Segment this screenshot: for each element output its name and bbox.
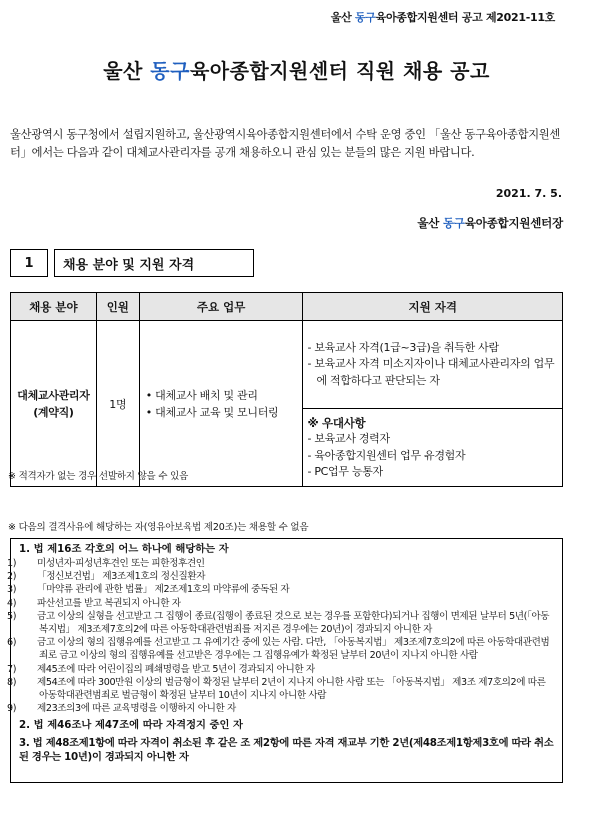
disqualification-item	[7, 610, 554, 636]
header-duties: 주요 업무	[139, 293, 303, 321]
qualifications-cell	[303, 321, 563, 409]
doc-no-prefix: 울산	[330, 11, 355, 24]
disqualification-item	[7, 583, 554, 596]
preferred-cell	[303, 409, 563, 487]
disqualification-list	[7, 557, 554, 715]
doc-no-accent: 동구	[354, 11, 376, 24]
field-type: (계약직)	[33, 405, 74, 419]
note-no-qualified: ※ 적격자가 없는 경우 선발하지 않을 수 있음	[8, 471, 189, 482]
title-accent: 동구	[150, 59, 190, 83]
header-count: 인원	[96, 293, 139, 321]
disqualification-item	[7, 570, 554, 583]
item-text: 제45조에 따라 어린이집의 폐쇄명령을 받고 5년이 경과되지 아니한 자	[37, 663, 315, 675]
header-qualifications: 지원 자격	[303, 293, 563, 321]
preferred-title: ※ 우대사항	[307, 415, 366, 430]
item-text: 금고 이상의 형의 집행유예를 선고받고 그 유예기간 중에 있는 사람. 다만, 「아동복지법」 제3조제7호의2에 따른 아동학대관련범죄로 금고 이상의 형의 집행유예를 선고받은 경우에는 그 집행유예가 확정된 날부터 20년이 지나지 아니한 사람	[37, 637, 550, 662]
preferred-item: - PC업무 능통자	[307, 465, 383, 478]
item-text: 금고 이상의 실형을 선고받고 그 집행이 종료(집행이 종료된 것으로 보는 경우를 포함한다)되거나 집행이 면제된 날부터 5년(「아동복지법」 제3조제7호의2에 따른 아동학대관련범죄를 저지른 경우에는 20년)이 경과되지 아니한 자	[37, 610, 550, 636]
qualification-item: - 보육교사 자격(1급~3급)을 취득한 사람	[307, 340, 499, 354]
signer-prefix: 울산	[417, 216, 443, 230]
item-text: 「정신보건법」 제3조제1호의 정신질환자	[37, 571, 206, 583]
preferred-item: - 보육교사 경력자	[307, 432, 390, 445]
page-title	[0, 55, 593, 84]
disqualification-group-3: 3. 법 제48조제1항에 따라 자격이 취소된 후 같은 조 제2항에 따른 자격 재교부 기한 2년(제48조제1항제3호에 따라 취소된 경우는 10년)이 경과되지 아니한 자	[19, 737, 554, 764]
item-text: 「마약류 관리에 관한 법률」 제2조제1호의 마약류에 중독된 자	[37, 584, 290, 596]
title-suffix: 육아종합지원센터 직원 채용 공고	[189, 59, 490, 83]
duty-item: • 대체교사 배치 및 관리	[145, 388, 258, 402]
item-number: 2)	[7, 571, 17, 583]
qualification-item: - 보육교사 자격 미소지자이나 대체교사관리자의 업무에 적합하다고 판단되는 자	[307, 357, 555, 387]
recruitment-table	[10, 292, 563, 487]
duties-cell	[139, 321, 303, 487]
count-cell: 1명	[96, 321, 139, 487]
item-text: 미성년자·피성년후견인 또는 피한정후견인	[37, 558, 205, 569]
table-header-row	[11, 293, 563, 321]
disqualification-item	[7, 702, 554, 715]
item-number: 9)	[7, 703, 17, 715]
item-number: 4)	[7, 597, 17, 609]
signer	[417, 215, 563, 231]
item-text: 제23조의3에 따른 교육명령을 이행하지 아니한 자	[37, 703, 236, 715]
item-text: 제54조에 따라 300만원 이상의 벌금형이 확정된 날부터 2년이 지나지 아니한 사람 또는 「아동복지법」 제3조 제7호의2에 따른 아동학대관련범죄로 벌금형이 확정된 날부터 10년이 지나지 아니한 사람	[37, 676, 546, 702]
disqualification-item	[7, 663, 554, 676]
item-text: 파산선고를 받고 복권되지 아니한 자	[37, 597, 181, 609]
header-field: 채용 분야	[11, 293, 97, 321]
document-number	[331, 9, 555, 25]
field-cell	[11, 321, 97, 487]
item-number: 6)	[7, 637, 17, 649]
title-prefix: 울산	[103, 59, 151, 83]
item-number: 7)	[7, 663, 17, 675]
disqualification-item	[7, 557, 554, 570]
disqualification-item	[7, 597, 554, 610]
intro-paragraph: 울산광역시 동구청에서 설립지원하고, 울산광역시육아종합지원센터에서 수탁 운영 중인 「울산 동구육아종합지원센터」에서는 다음과 같이 대체교사관리자를 공개 채용하오니 관심 있는 분들의 많은 지원 바랍니다.	[10, 128, 561, 159]
disqualification-item	[7, 636, 554, 662]
disqualification-box	[7, 538, 563, 783]
note-disqualification: ※ 다음의 결격사유에 해당하는 자(영유아보육법 제20조)는 채용할 수 없음	[8, 522, 309, 533]
disqualification-group-1: 1. 법 제16조 각호의 어느 하나에 해당하는 자	[19, 543, 229, 555]
field-name: 대체교사관리자	[17, 388, 90, 402]
item-number: 3)	[7, 584, 17, 596]
disqualification-item	[7, 676, 554, 702]
item-number: 8)	[7, 676, 17, 688]
signer-suffix: 육아종합지원센터장	[464, 216, 563, 230]
duty-item: • 대체교사 교육 및 모니터링	[145, 405, 279, 419]
doc-no-suffix: 육아종합지원센터 공고 제2021-11호	[375, 11, 555, 24]
disqualification-group-2: 2. 법 제46조나 제47조에 따라 자격정지 중인 자	[19, 719, 243, 732]
signer-accent: 동구	[442, 216, 465, 230]
announcement-date: 2021. 7. 5.	[495, 187, 562, 200]
section-title: 채용 분야 및 지원 자격	[54, 249, 254, 277]
item-number: 1)	[7, 558, 17, 569]
section-number: 1	[10, 249, 48, 277]
preferred-item: - 육아종합지원센터 업무 유경험자	[307, 448, 466, 462]
table-row	[11, 321, 563, 409]
item-number: 5)	[7, 610, 17, 622]
